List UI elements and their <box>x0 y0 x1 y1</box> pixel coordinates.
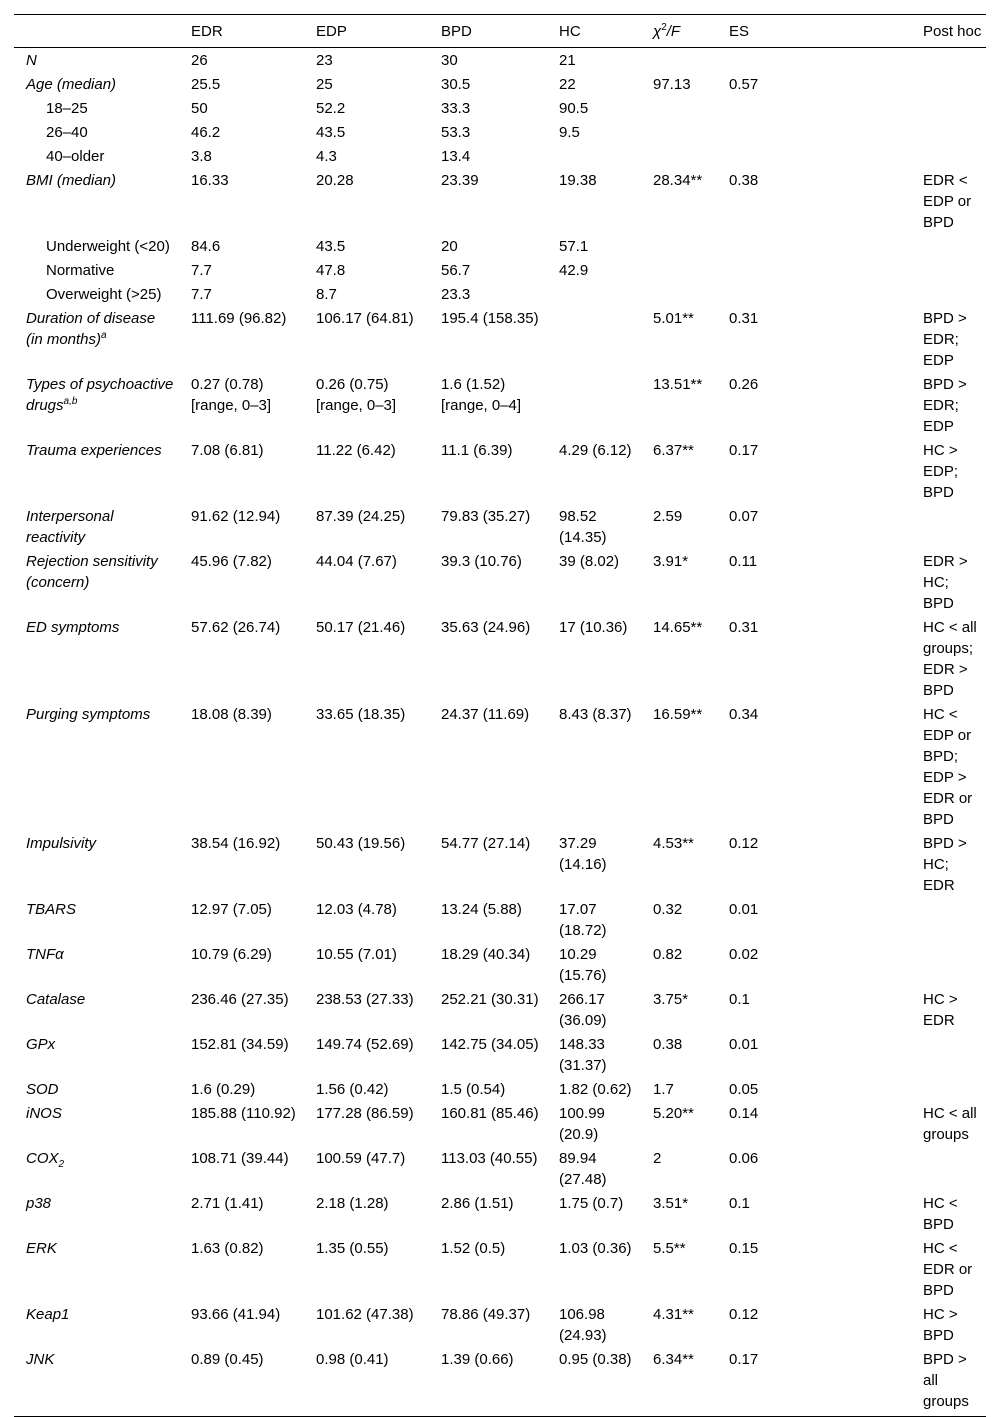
cell-statistic: 13.51** <box>653 376 703 393</box>
table-row <box>14 615 986 702</box>
cell-bpd: 54.77 (27.14) <box>441 835 531 852</box>
table-row <box>14 258 986 282</box>
variable-label: COX <box>26 1150 59 1167</box>
cell-bpd: 78.86 (49.37) <box>441 1306 531 1323</box>
cell-hc: 21 <box>559 52 576 69</box>
cell-edr: 2.71 (1.41) <box>191 1195 264 1212</box>
cell-variable <box>14 549 179 615</box>
cell-variable <box>14 96 179 120</box>
variable-label: JNK <box>26 1351 55 1368</box>
cell-statistic: 16.59** <box>653 706 703 723</box>
results-table <box>14 14 986 1417</box>
cell-edp: 0.98 (0.41) <box>304 1347 429 1417</box>
cell-bpd: 18.29 (40.34) <box>441 946 531 963</box>
variable-label: Interpersonal reactivity <box>26 508 114 546</box>
cell-edr: 7.08 (6.81) <box>191 442 264 459</box>
variable-label: 26–40 <box>46 124 88 141</box>
cell-bpd: 24.37 (11.69) <box>441 706 530 723</box>
table-row <box>14 234 986 258</box>
cell-statistic: 3.91* <box>653 553 689 570</box>
cell-variable <box>14 942 179 987</box>
cell-edr: 91.62 (12.94) <box>191 508 281 525</box>
cell-hc: 100.99 (20.9) <box>559 1105 605 1143</box>
cell-variable <box>14 144 179 168</box>
table-header <box>14 15 986 48</box>
cell-edr: 45.96 (7.82) <box>191 553 272 570</box>
cell-edr: 7.7 <box>191 286 212 303</box>
header-hc: HC <box>547 15 641 48</box>
cell-hc: 1.03 (0.36) <box>559 1240 632 1257</box>
table-row <box>14 1146 986 1191</box>
cell-variable <box>14 615 179 702</box>
cell-edp: 47.8 <box>316 262 346 279</box>
cell-hc: 37.29 (14.16) <box>559 835 607 873</box>
cell-bpd: 160.81 (85.46) <box>441 1105 539 1122</box>
cell-edr: 25.5 <box>191 76 221 93</box>
cell-edr: 12.97 (7.05) <box>191 901 272 918</box>
table-row <box>14 1191 986 1236</box>
cell-effect-size: 0.01 <box>729 901 759 918</box>
cell-edp: 10.55 (7.01) <box>316 946 397 963</box>
table-body <box>14 48 986 1417</box>
cell-effect-size: 0.38 <box>729 172 759 189</box>
cell-edr: 108.71 (39.44) <box>191 1150 289 1167</box>
cell-hc: 17 (10.36) <box>559 619 628 636</box>
cell-variable <box>14 48 179 73</box>
cell-hc: 1.75 (0.7) <box>559 1195 624 1212</box>
cell-statistic: 5.5** <box>653 1240 686 1257</box>
cell-bpd: 56.7 <box>441 262 471 279</box>
cell-edr: 16.33 <box>191 172 229 189</box>
variable-label: ERK <box>26 1240 57 1257</box>
cell-bpd: 113.03 (40.55) <box>441 1150 538 1167</box>
cell-variable <box>14 234 179 258</box>
table-row <box>14 1347 986 1417</box>
cell-effect-size <box>717 282 911 306</box>
cell-edr: 57.62 (26.74) <box>191 619 281 636</box>
variable-label: Catalase <box>26 991 86 1008</box>
cell-edp: 2.18 (1.28) <box>316 1195 389 1212</box>
cell-edr: 18.08 (8.39) <box>191 706 272 723</box>
cell-hc: 266.17 (36.09) <box>559 991 607 1029</box>
cell-bpd: 195.4 (158.35) <box>441 310 539 327</box>
cell-hc: 106.98 (24.93) <box>559 1306 607 1344</box>
variable-label: GPx <box>26 1036 56 1053</box>
cell-effect-size: 0.26 <box>729 376 759 393</box>
variable-label: Age (median) <box>26 76 117 93</box>
table-row <box>14 831 986 897</box>
table-row <box>14 1101 986 1146</box>
cell-edr: 0.89 (0.45) <box>179 1347 304 1417</box>
cell-statistic: 6.37** <box>653 442 694 459</box>
cell-effect-size: 0.17 <box>729 442 759 459</box>
cell-edp: 1.35 (0.55) <box>316 1240 389 1257</box>
cell-statistic: 4.31** <box>653 1306 694 1323</box>
cell-statistic <box>641 144 717 168</box>
cell-edr: 3.8 <box>191 148 212 165</box>
cell-hc <box>547 306 641 372</box>
cell-effect-size <box>717 96 911 120</box>
cell-effect-size: 0.57 <box>729 76 759 93</box>
cell-post-hoc <box>911 1032 986 1077</box>
cell-bpd: 1.6 (1.52) [range, 0–4] <box>441 376 522 414</box>
cell-hc: 98.52 (14.35) <box>559 508 607 546</box>
cell-bpd: 53.3 <box>441 124 471 141</box>
table-row <box>14 942 986 987</box>
cell-edp: 238.53 (27.33) <box>316 991 414 1008</box>
cell-variable <box>14 372 179 438</box>
header-edp: EDP <box>304 15 429 48</box>
cell-effect-size: 0.12 <box>729 835 759 852</box>
cell-edr: 152.81 (34.59) <box>191 1036 289 1053</box>
table-row <box>14 144 986 168</box>
cell-effect-size: 0.02 <box>729 946 759 963</box>
cell-edp: 43.5 <box>316 238 346 255</box>
cell-variable <box>14 1146 179 1191</box>
cell-edp: 101.62 (47.38) <box>316 1306 414 1323</box>
variable-label: 18–25 <box>46 100 88 117</box>
cell-edp: 106.17 (64.81) <box>316 310 414 327</box>
cell-bpd: 23.39 <box>441 172 479 189</box>
cell-bpd: 1.52 (0.5) <box>441 1240 506 1257</box>
cell-bpd: 11.1 (6.39) <box>441 442 513 459</box>
header-statistic-symbol: χ <box>653 22 662 40</box>
variable-label: Underweight (<20) <box>46 238 170 255</box>
cell-bpd: 142.75 (34.05) <box>441 1036 539 1053</box>
table-row <box>14 96 986 120</box>
table-row <box>14 120 986 144</box>
header-statistic-sup: 2 <box>661 21 667 33</box>
cell-variable <box>14 1302 179 1347</box>
table-row <box>14 702 986 831</box>
variable-label: Rejection sensitivity (concern) <box>26 553 158 591</box>
variable-label: BMI (median) <box>26 172 117 189</box>
variable-label: SOD <box>26 1081 59 1098</box>
cell-edr: 7.7 <box>191 262 212 279</box>
cell-variable <box>14 987 179 1032</box>
table-row <box>14 372 986 438</box>
cell-effect-size: 0.05 <box>729 1081 759 1098</box>
cell-effect-size: 0.1 <box>729 991 750 1008</box>
cell-hc: 0.95 (0.38) <box>547 1347 641 1417</box>
cell-post-hoc: BPD > EDR; EDP <box>923 310 967 369</box>
cell-post-hoc: HC < all groups; EDR > BPD <box>923 619 977 699</box>
cell-hc: 1.82 (0.62) <box>559 1081 632 1098</box>
cell-bpd: 252.21 (30.31) <box>441 991 539 1008</box>
cell-variable <box>14 1101 179 1146</box>
cell-bpd: 79.83 (35.27) <box>441 508 531 525</box>
cell-effect-size: 0.31 <box>729 619 759 636</box>
cell-statistic: 4.53** <box>653 835 694 852</box>
header-post-hoc: Post hoc <box>911 15 986 48</box>
variable-label: Keap1 <box>26 1306 70 1323</box>
header-bpd: BPD <box>429 15 547 48</box>
cell-effect-size <box>717 234 911 258</box>
cell-effect-size <box>717 144 911 168</box>
cell-post-hoc <box>911 282 986 306</box>
cell-hc <box>547 372 641 438</box>
table-row <box>14 549 986 615</box>
cell-effect-size: 0.34 <box>729 706 759 723</box>
cell-effect-size <box>717 258 911 282</box>
cell-edp: 4.3 <box>316 148 337 165</box>
cell-edr: 84.6 <box>191 238 221 255</box>
cell-effect-size: 0.14 <box>729 1105 759 1122</box>
cell-statistic <box>641 120 717 144</box>
cell-bpd: 13.24 (5.88) <box>441 901 522 918</box>
cell-statistic: 0.82 <box>653 946 683 963</box>
variable-label: Normative <box>46 262 115 279</box>
cell-edr: 10.79 (6.29) <box>191 946 272 963</box>
cell-bpd: 33.3 <box>441 100 471 117</box>
cell-statistic: 2.59 <box>653 508 683 525</box>
cell-variable <box>14 168 179 234</box>
cell-post-hoc <box>911 48 986 73</box>
cell-effect-size <box>717 48 911 73</box>
cell-bpd: 30.5 <box>441 76 471 93</box>
cell-bpd: 2.86 (1.51) <box>441 1195 514 1212</box>
cell-statistic: 28.34** <box>653 172 703 189</box>
cell-edp: 43.5 <box>316 124 346 141</box>
cell-bpd: 1.39 (0.66) <box>429 1347 547 1417</box>
cell-edr: 111.69 (96.82) <box>191 310 287 327</box>
cell-statistic: 97.13 <box>653 76 691 93</box>
cell-statistic <box>641 48 717 73</box>
cell-edr: 185.88 (110.92) <box>191 1105 296 1122</box>
cell-bpd: 1.5 (0.54) <box>441 1081 506 1098</box>
table-row <box>14 1032 986 1077</box>
cell-bpd: 13.4 <box>441 148 471 165</box>
cell-edr: 46.2 <box>191 124 221 141</box>
cell-post-hoc <box>911 72 986 96</box>
cell-edp: 44.04 (7.67) <box>316 553 397 570</box>
variable-label: TNFα <box>26 946 64 963</box>
cell-post-hoc <box>911 1146 986 1191</box>
cell-post-hoc <box>911 258 986 282</box>
cell-statistic: 14.65** <box>653 619 703 636</box>
cell-edp: 52.2 <box>316 100 346 117</box>
cell-edp: 33.65 (18.35) <box>316 706 406 723</box>
cell-statistic <box>641 96 717 120</box>
cell-effect-size: 0.17 <box>717 1347 911 1417</box>
footnote-marker: a,b <box>63 396 78 407</box>
cell-variable <box>14 702 179 831</box>
table-row <box>14 1236 986 1302</box>
cell-edp: 50.43 (19.56) <box>316 835 406 852</box>
cell-edp: 23 <box>316 52 333 69</box>
cell-hc: 17.07 (18.72) <box>559 901 607 939</box>
cell-variable <box>14 438 179 504</box>
variable-label: TBARS <box>26 901 77 918</box>
cell-post-hoc: HC < all groups <box>923 1105 977 1143</box>
cell-variable <box>14 1077 179 1101</box>
cell-bpd: 20 <box>441 238 458 255</box>
table-row <box>14 438 986 504</box>
cell-edr: 1.63 (0.82) <box>191 1240 264 1257</box>
variable-label: Overweight (>25) <box>46 286 162 303</box>
variable-label: Trauma experiences <box>26 442 162 459</box>
cell-post-hoc: HC > EDR <box>923 991 958 1029</box>
cell-effect-size: 0.31 <box>729 310 759 327</box>
cell-edr: 236.46 (27.35) <box>191 991 289 1008</box>
table-row <box>14 987 986 1032</box>
cell-variable <box>14 306 179 372</box>
cell-edr: 26 <box>191 52 208 69</box>
cell-edp: 12.03 (4.78) <box>316 901 397 918</box>
cell-hc <box>547 282 641 306</box>
cell-post-hoc <box>911 1077 986 1101</box>
cell-bpd: 30 <box>441 52 458 69</box>
cell-post-hoc <box>911 942 986 987</box>
cell-post-hoc <box>911 144 986 168</box>
cell-variable <box>14 1347 179 1417</box>
cell-hc: 57.1 <box>559 238 589 255</box>
table-row <box>14 1302 986 1347</box>
cell-effect-size: 0.01 <box>729 1036 759 1053</box>
cell-hc: 9.5 <box>559 124 580 141</box>
cell-post-hoc: HC < EDP or BPD; EDP > EDR or BPD <box>923 706 973 828</box>
table-row <box>14 282 986 306</box>
table-row <box>14 897 986 942</box>
cell-post-hoc: HC > BPD <box>923 1306 958 1344</box>
cell-edp: 20.28 <box>316 172 354 189</box>
variable-label: Duration of disease (in months) <box>26 310 156 348</box>
cell-hc: 42.9 <box>559 262 589 279</box>
header-edr: EDR <box>179 15 304 48</box>
cell-statistic: 3.51* <box>653 1195 689 1212</box>
cell-effect-size: 0.11 <box>729 553 758 570</box>
cell-post-hoc: EDR < EDP or BPD <box>923 172 972 231</box>
cell-post-hoc <box>911 504 986 549</box>
cell-bpd: 23.3 <box>441 286 471 303</box>
cell-variable <box>14 1191 179 1236</box>
cell-edp: 50.17 (21.46) <box>316 619 406 636</box>
cell-edr: 50 <box>191 100 208 117</box>
cell-variable <box>14 1032 179 1077</box>
cell-variable <box>14 282 179 306</box>
header-statistic <box>641 15 717 48</box>
cell-post-hoc: HC < BPD <box>923 1195 958 1233</box>
header-variable <box>14 15 179 48</box>
cell-edp: 8.7 <box>316 286 337 303</box>
cell-edp: 0.26 (0.75) [range, 0–3] <box>316 376 397 414</box>
cell-edp: 177.28 (86.59) <box>316 1105 414 1122</box>
cell-statistic <box>641 258 717 282</box>
cell-statistic: 0.38 <box>653 1036 683 1053</box>
cell-post-hoc: EDR > HC; BPD <box>923 553 968 612</box>
variable-label: ED symptoms <box>26 619 120 636</box>
cell-edp: 87.39 (24.25) <box>316 508 406 525</box>
cell-statistic: 0.32 <box>653 901 683 918</box>
cell-edp: 149.74 (52.69) <box>316 1036 414 1053</box>
cell-edr: 38.54 (16.92) <box>191 835 281 852</box>
cell-effect-size: 0.07 <box>729 508 759 525</box>
cell-statistic: 3.75* <box>653 991 689 1008</box>
cell-edp: 100.59 (47.7) <box>316 1150 406 1167</box>
variable-label: N <box>26 52 37 69</box>
table-row <box>14 1077 986 1101</box>
cell-hc <box>547 144 641 168</box>
cell-edp: 11.22 (6.42) <box>316 442 396 459</box>
cell-edp: 1.56 (0.42) <box>316 1081 389 1098</box>
cell-statistic: 5.20** <box>653 1105 694 1122</box>
header-effect-size: ES <box>717 15 911 48</box>
cell-post-hoc: BPD > HC; EDR <box>923 835 967 894</box>
cell-variable <box>14 504 179 549</box>
cell-post-hoc <box>911 120 986 144</box>
cell-post-hoc: HC < EDR or BPD <box>923 1240 973 1299</box>
cell-effect-size: 0.1 <box>729 1195 750 1212</box>
cell-hc: 8.43 (8.37) <box>559 706 632 723</box>
variable-label: Impulsivity <box>26 835 97 852</box>
variable-label: 40–older <box>46 148 105 165</box>
cell-post-hoc: BPD > all groups <box>911 1347 986 1417</box>
table-row <box>14 504 986 549</box>
footnote-marker: a <box>101 330 107 341</box>
cell-statistic: 1.7 <box>653 1081 674 1098</box>
cell-post-hoc <box>911 96 986 120</box>
cell-bpd: 39.3 (10.76) <box>441 553 522 570</box>
cell-post-hoc: HC > EDP; BPD <box>923 442 959 501</box>
variable-label: Purging symptoms <box>26 706 151 723</box>
cell-effect-size <box>717 120 911 144</box>
cell-variable <box>14 258 179 282</box>
cell-variable <box>14 120 179 144</box>
cell-statistic <box>641 282 717 306</box>
cell-hc: 19.38 <box>559 172 597 189</box>
cell-hc: 4.29 (6.12) <box>559 442 632 459</box>
variable-label: iNOS <box>26 1105 62 1122</box>
cell-hc: 22 <box>559 76 576 93</box>
cell-edr: 0.27 (0.78) [range, 0–3] <box>191 376 272 414</box>
cell-effect-size: 0.06 <box>729 1150 759 1167</box>
cell-effect-size: 0.15 <box>729 1240 759 1257</box>
cell-statistic <box>641 234 717 258</box>
cell-edr: 1.6 (0.29) <box>191 1081 256 1098</box>
variable-label: Types of psychoactive drugs <box>26 376 174 414</box>
cell-post-hoc <box>911 234 986 258</box>
cell-variable <box>14 897 179 942</box>
cell-bpd: 35.63 (24.96) <box>441 619 531 636</box>
variable-label: p38 <box>26 1195 52 1212</box>
cell-edp: 25 <box>316 76 333 93</box>
cell-statistic: 5.01** <box>653 310 694 327</box>
cell-effect-size: 0.12 <box>729 1306 759 1323</box>
cell-post-hoc <box>911 897 986 942</box>
cell-hc: 148.33 (31.37) <box>559 1036 607 1074</box>
table-row <box>14 48 986 73</box>
table-row <box>14 72 986 96</box>
header-statistic-rest: /F <box>666 22 681 40</box>
cell-variable <box>14 72 179 96</box>
cell-hc: 89.94 (27.48) <box>559 1150 607 1188</box>
table-row <box>14 168 986 234</box>
cell-variable <box>14 831 179 897</box>
cell-hc: 90.5 <box>559 100 589 117</box>
cell-edr: 93.66 (41.94) <box>191 1306 281 1323</box>
label-subscript: 2 <box>58 1159 65 1170</box>
cell-statistic: 2 <box>653 1150 662 1167</box>
cell-hc: 10.29 (15.76) <box>559 946 607 984</box>
cell-variable <box>14 1236 179 1302</box>
table-row <box>14 306 986 372</box>
cell-hc: 39 (8.02) <box>559 553 620 570</box>
cell-statistic: 6.34** <box>641 1347 717 1417</box>
header-row <box>14 15 986 48</box>
cell-post-hoc: BPD > EDR; EDP <box>923 376 967 435</box>
